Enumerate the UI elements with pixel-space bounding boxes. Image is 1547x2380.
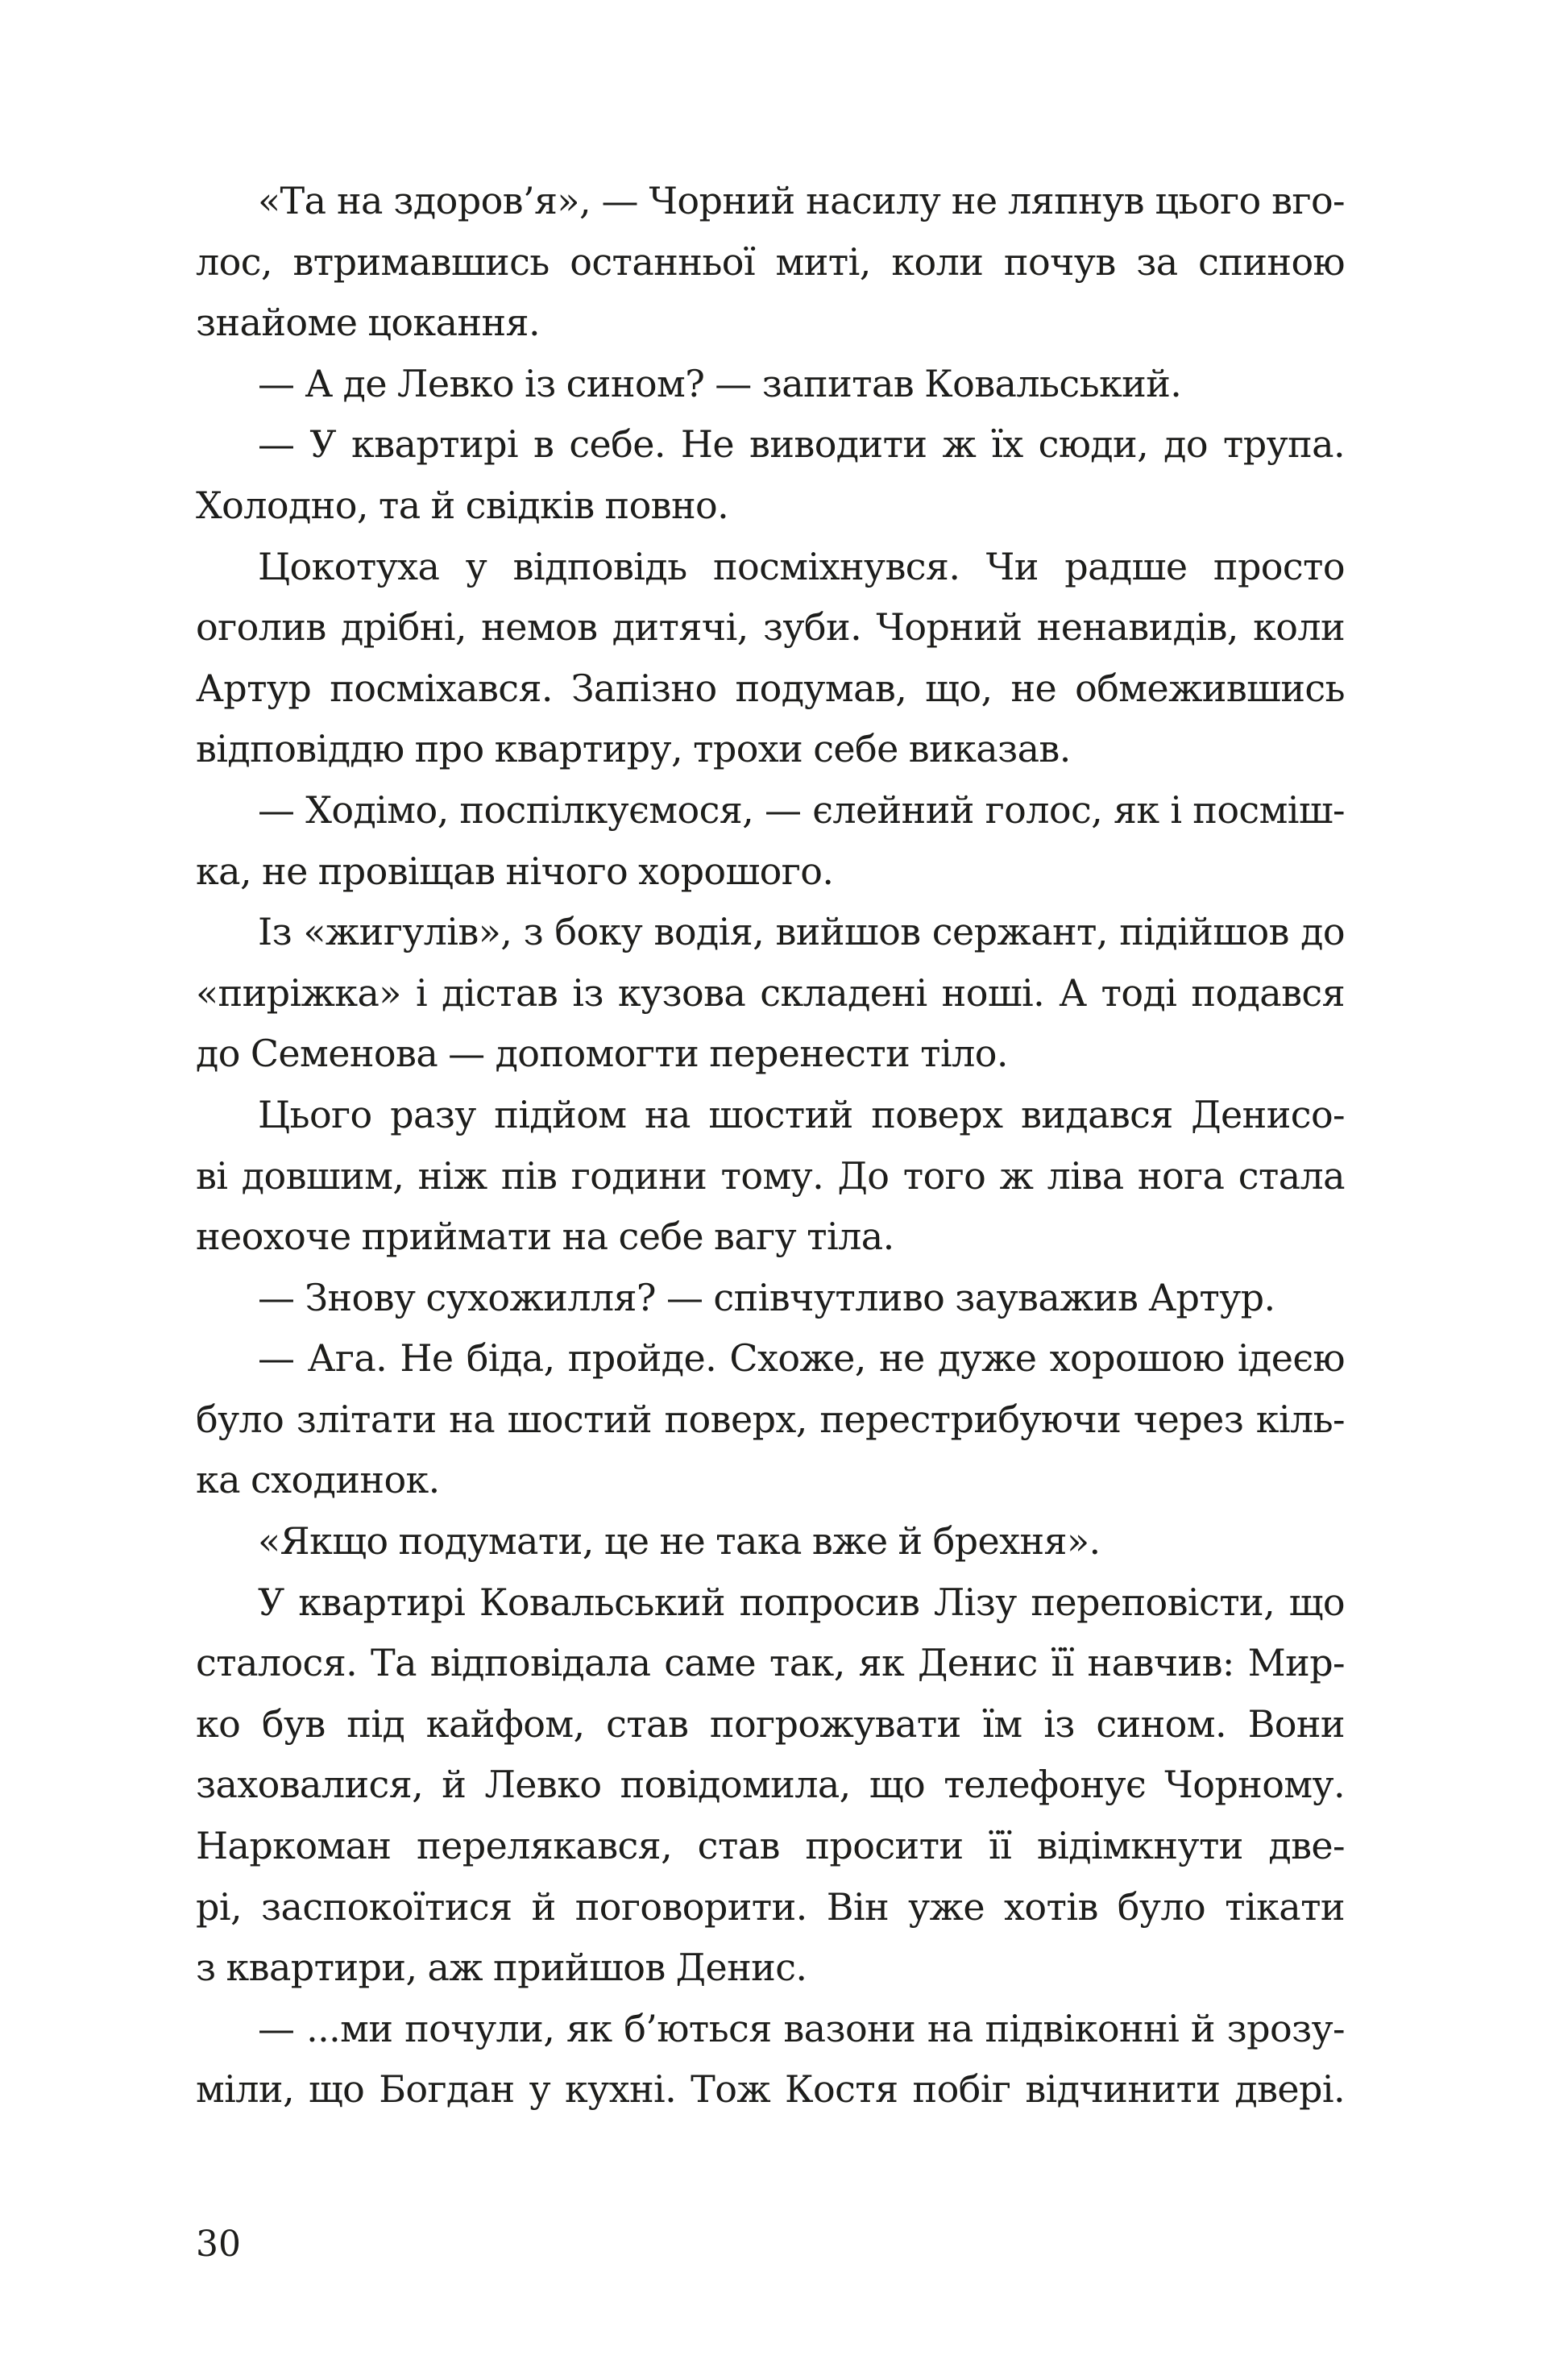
text-line: ка, не провіщав нічого хорошого. [196, 849, 834, 893]
text-line: Із «жигулів», з боку водія, вийшов сержант, підійшов до [258, 910, 1345, 954]
text-line: ко був під кайфом, став погрожувати їм із сином. Вони [196, 1701, 1345, 1746]
text-line: заховалися, й Левко повідомила, що телефонує Чорному. [196, 1763, 1345, 1807]
paragraph [196, 1572, 1345, 1999]
body-text [196, 171, 1345, 2120]
text-line: — Ходімо, поспілкуємося, — єлейний голос, як і посміш- [258, 787, 1345, 832]
text-line: — Знову сухожилля? — співчутливо зауважив Артур. [258, 1275, 1275, 1319]
paragraph [196, 537, 1345, 780]
text-line: Цокотуха у відповідь посміхнувся. Чи радше просто [258, 544, 1345, 588]
text-line: Цього разу підйом на шостий поверх видався Денисо- [258, 1092, 1345, 1136]
text-line: — А де Левко із сином? — запитав Ковальський. [258, 361, 1182, 405]
text-line: відповіддю про квартиру, трохи себе виказав. [196, 727, 1071, 771]
text-line: «пиріжка» і дістав із кузова складені ноші. А тоді подався [196, 970, 1345, 1015]
paragraph [196, 902, 1345, 1085]
text-line: ка сходинок. [196, 1458, 440, 1502]
text-line: «Якщо подумати, це не така вже й брехня». [258, 1519, 1101, 1564]
paragraph [196, 1268, 1345, 1329]
text-line: ві довшим, ніж пів години тому. До того ж ліва нога стала [196, 1153, 1345, 1198]
text-line: — У квартирі в себе. Не виводити ж їх сюди, до трупа. [258, 422, 1345, 467]
paragraph [196, 354, 1345, 415]
page-number: 30 [196, 2224, 241, 2265]
text-line: неохоче приймати на себе вагу тіла. [196, 1215, 894, 1259]
text-line: — ...ми почули, як б’ються вазони на підвіконні й зрозу- [258, 2006, 1345, 2050]
text-line: У квартирі Ковальський попросив Лізу переповісти, що [258, 1580, 1345, 1624]
paragraph [196, 414, 1345, 536]
paragraph [196, 1999, 1345, 2120]
paragraph [196, 171, 1345, 354]
paragraph [196, 1085, 1345, 1268]
text-line: оголив дрібні, немов дитячі, зуби. Чорний ненавидів, коли [196, 605, 1345, 650]
text-line: міли, що Богдан у кухні. Тож Костя побіг відчинити двері. [196, 2067, 1345, 2112]
text-line: Наркоман перелякався, став просити її відімкнути две- [196, 1824, 1345, 1868]
text-line: знайоме цокання. [196, 301, 540, 345]
text-line: з квартири, аж прийшов Денис. [196, 1946, 807, 1990]
paragraph [196, 1511, 1345, 1572]
text-line: «Та на здоров’я», — Чорний насилу не ляпнув цього вго- [258, 179, 1345, 222]
text-line: сталося. Та відповідала саме так, як Денис її навчив: Мир- [196, 1641, 1345, 1685]
text-line: лос, втримавшись останньої миті, коли почув за спиною [196, 239, 1345, 284]
paragraph [196, 1328, 1345, 1511]
text-line: — Ага. Не біда, пройде. Схоже, не дуже хорошою ідеєю [258, 1336, 1345, 1381]
text-line: до Семенова — допомогти перенести тіло. [196, 1032, 1008, 1076]
text-line: Холодно, та й свідків повно. [196, 483, 729, 527]
text-line: рі, заспокоїтися й поговорити. Він уже хотів було тікати [196, 1884, 1345, 1929]
text-line: Артур посміхався. Запізно подумав, що, не обмежившись [196, 666, 1345, 710]
paragraph [196, 780, 1345, 902]
text-line: було злітати на шостий поверх, перестрибуючи через кіль- [196, 1397, 1345, 1441]
